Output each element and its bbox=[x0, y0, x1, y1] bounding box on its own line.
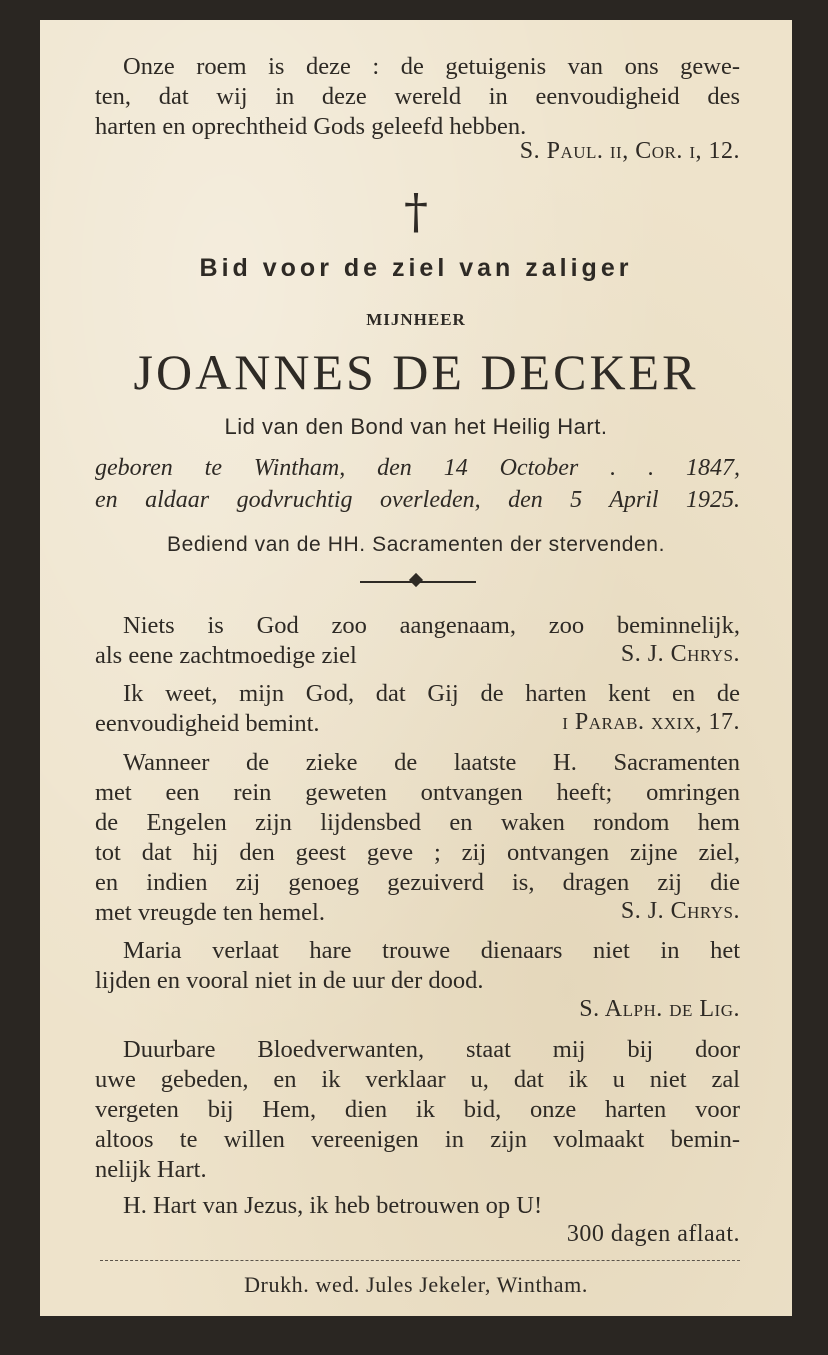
quote-citation: S. J. Chrys. bbox=[620, 898, 740, 924]
quote-line: Ik weet, mijn God, dat Gij de harten kent en de bbox=[123, 680, 740, 707]
epigraph-line: harten en oprechtheid Gods geleefd hebben. bbox=[95, 113, 527, 140]
quote-line: tot dat hij den geest geve ; zij ontvangen zijne ziel, bbox=[95, 839, 740, 866]
quote-line: de Engelen zijn lijdensbed en waken rondom hem bbox=[95, 809, 740, 836]
epigraph-citation: S. Paul. ii, Cor. i, 12. bbox=[519, 138, 740, 164]
quote-line: nelijk Hart. bbox=[95, 1156, 207, 1183]
divider-diamond-icon bbox=[409, 573, 423, 587]
death-line: en aldaar godvruchtig overleden, den 5 April 1925. bbox=[95, 487, 740, 513]
quote-line: Wanneer de zieke de laatste H. Sacramenten bbox=[123, 749, 740, 776]
printer-imprint: Drukh. wed. Jules Jekeler, Wintham. bbox=[244, 1272, 588, 1297]
quote-citation: S. Alph. de Lig. bbox=[579, 996, 740, 1022]
quote-line: H. Hart van Jezus, ik heb betrouwen op U! bbox=[123, 1192, 543, 1219]
membership-line: Lid van den Bond van het Heilig Hart. bbox=[224, 414, 608, 439]
quote-line: vergeten bij Hem, dien ik bid, onze harten voor bbox=[95, 1096, 740, 1123]
quote-line: Niets is God zoo aangenaam, zoo beminnelijk, bbox=[123, 612, 740, 639]
sacraments-line: Bediend van de HH. Sacramenten der stervenden. bbox=[166, 533, 666, 556]
epigraph-line: ten, dat wij in deze wereld in eenvoudigheid des bbox=[95, 83, 740, 110]
prayer-heading: Bid voor de ziel van zaliger bbox=[199, 254, 633, 282]
deceased-name: JOANNES DE DECKER bbox=[133, 344, 699, 400]
birth-line: geboren te Wintham, den 14 October . . 1847, bbox=[95, 455, 740, 481]
quote-line: als eene zachtmoedige ziel bbox=[95, 642, 357, 669]
cross-icon: † bbox=[404, 184, 428, 240]
quote-block bbox=[95, 1191, 740, 1221]
quote-line: lijden en vooral niet in de uur der dood. bbox=[95, 967, 484, 994]
epigraph-text bbox=[95, 52, 740, 142]
quote-line: en indien zij genoeg gezuiverd is, dragen zij die bbox=[95, 869, 740, 896]
quote-citation: i Parab. xxix, 17. bbox=[562, 709, 740, 735]
honorific: MIJNHEER bbox=[366, 310, 466, 329]
quote-line: Duurbare Bloedverwanten, staat mij bij door bbox=[123, 1036, 740, 1063]
quote-block bbox=[95, 936, 740, 996]
quote-line: eenvoudigheid bemint. bbox=[95, 710, 320, 737]
memorial-card bbox=[40, 20, 792, 1316]
epigraph-line: Onze roem is deze : de getuigenis van ons gewe- bbox=[123, 53, 740, 80]
quote-block bbox=[95, 1035, 740, 1185]
quote-line: met vreugde ten hemel. bbox=[95, 899, 325, 926]
quote-line: met een rein geweten ontvangen heeft; omringen bbox=[95, 779, 740, 806]
birth-death-dates bbox=[95, 452, 740, 516]
indulgence-note: 300 dagen aflaat. bbox=[566, 1221, 740, 1247]
quote-line: Maria verlaat hare trouwe dienaars niet in het bbox=[123, 937, 740, 964]
footer-divider bbox=[100, 1260, 740, 1261]
quote-line: altoos te willen vereenigen in zijn volmaakt bemin- bbox=[95, 1126, 740, 1153]
quote-citation: S. J. Chrys. bbox=[620, 641, 740, 667]
quote-line: uwe gebeden, en ik verklaar u, dat ik u niet zal bbox=[95, 1066, 740, 1093]
